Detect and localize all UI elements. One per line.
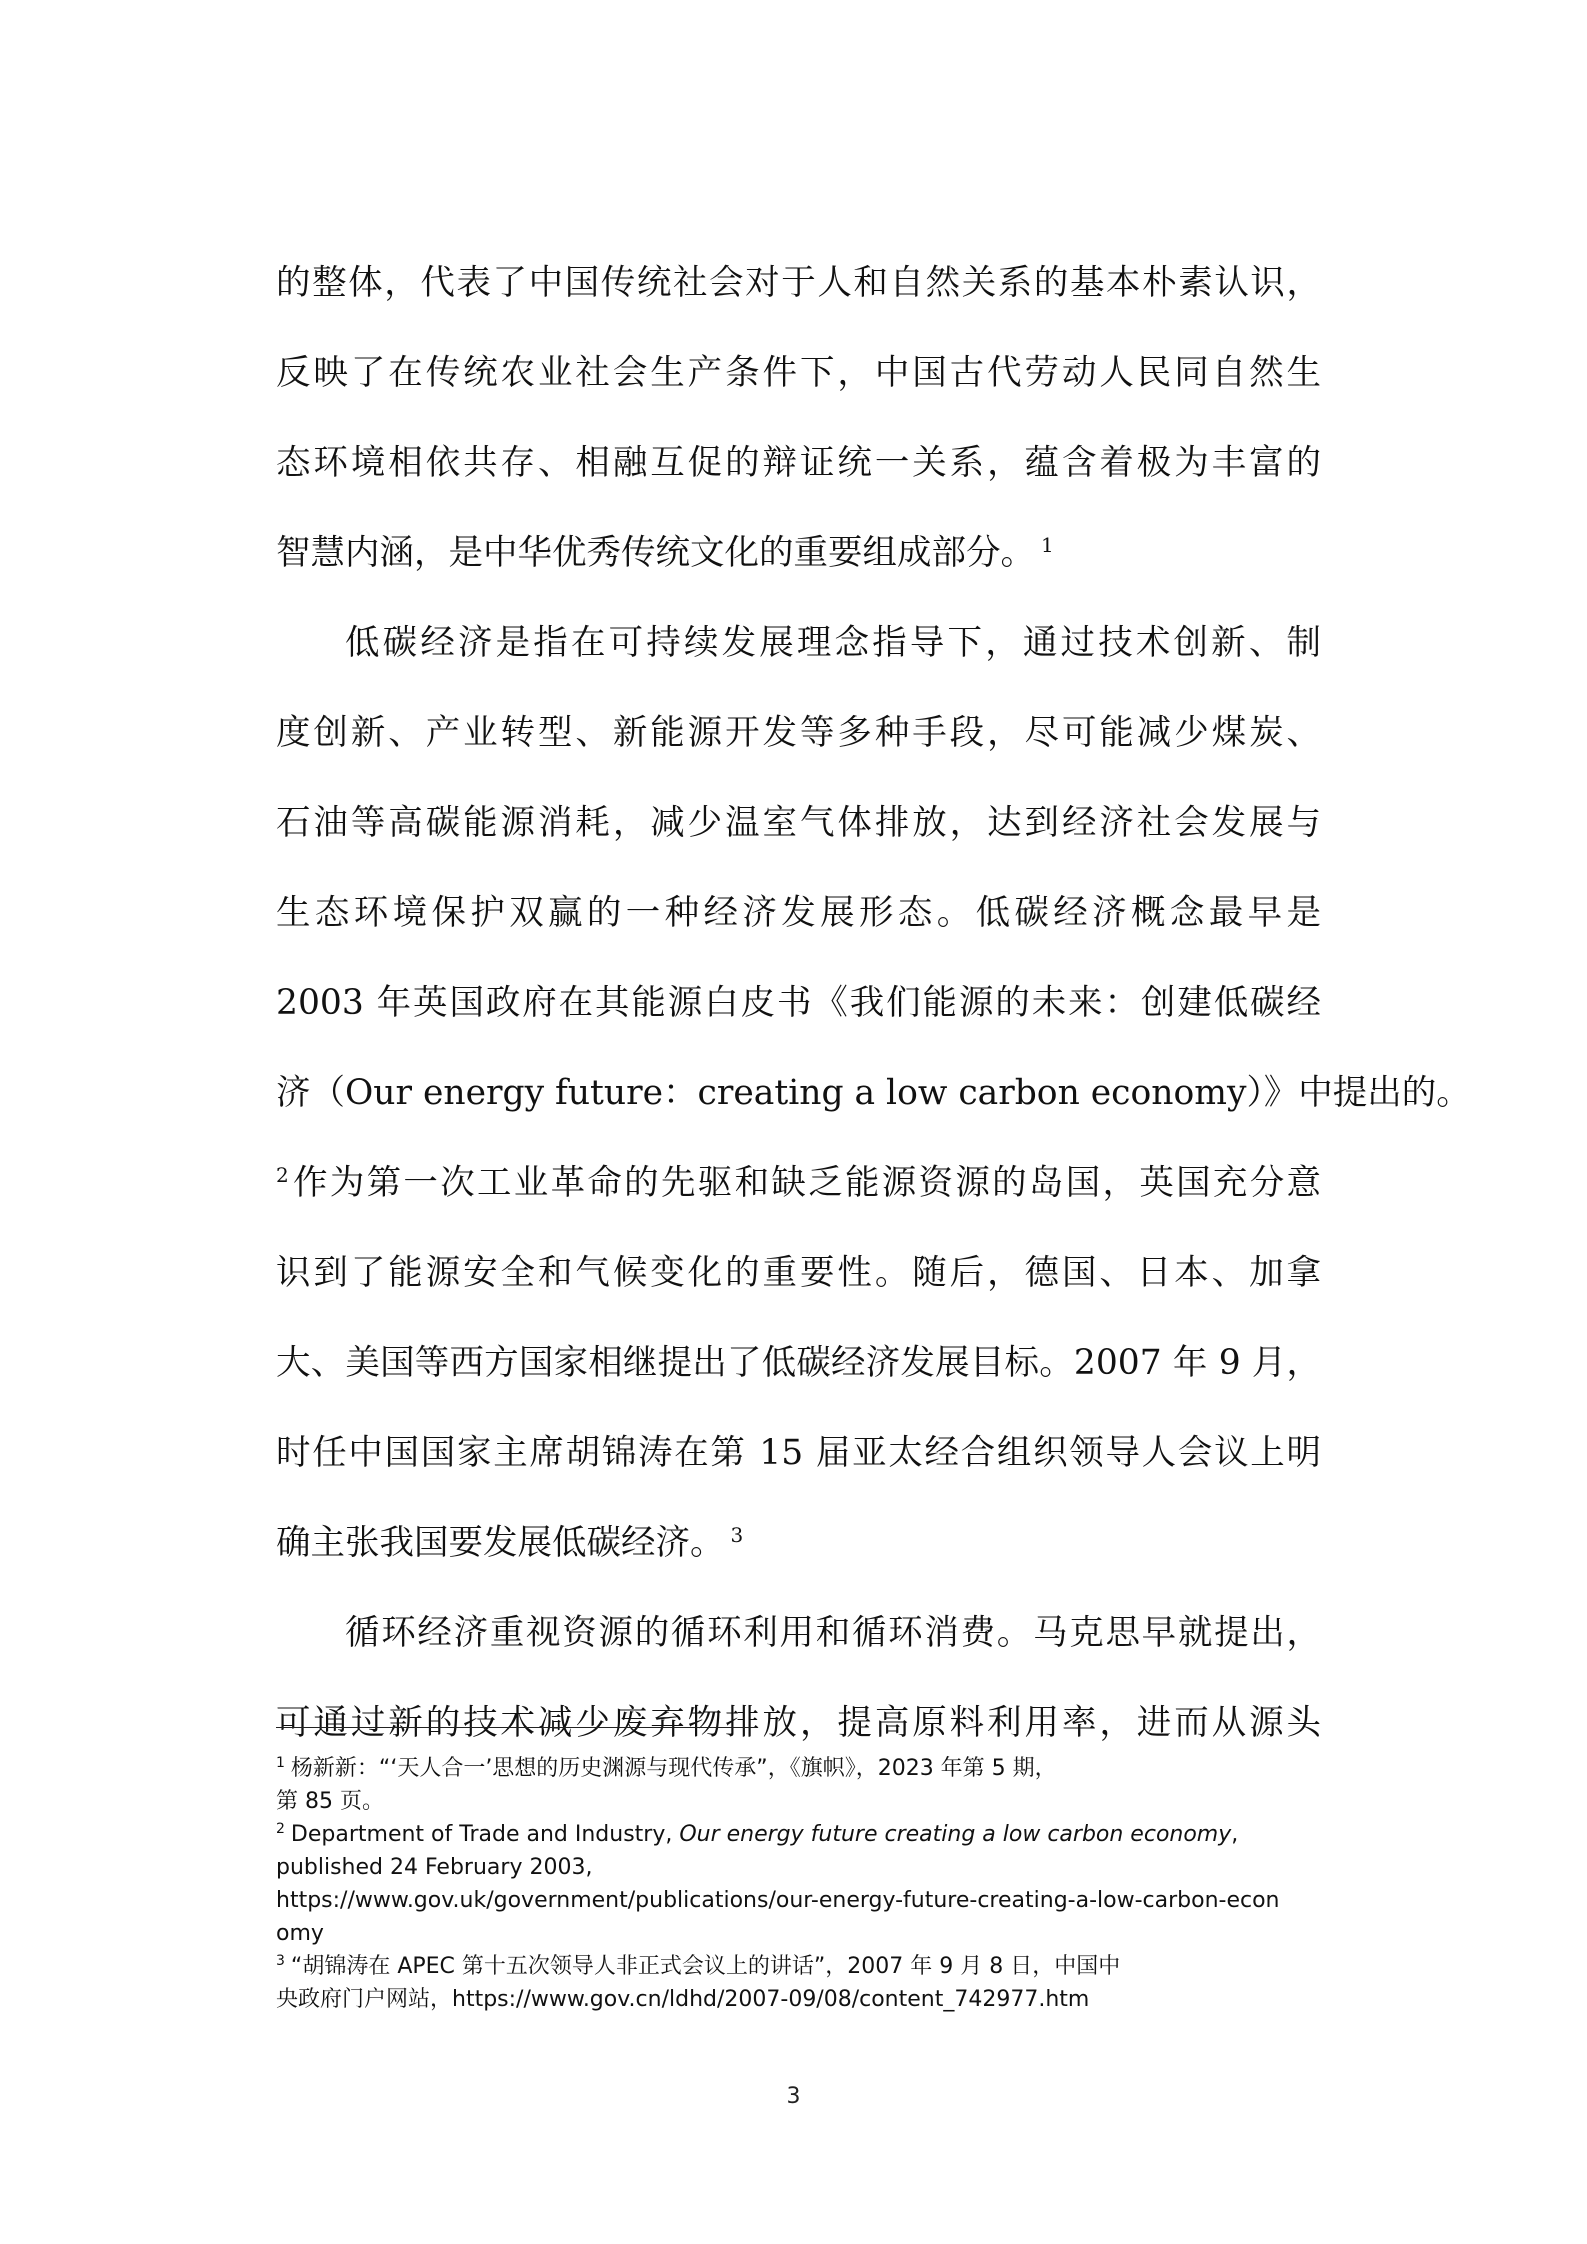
text-line: 生态环境保护双赢的一种经济发展形态。低碳经济概念最早是 [276, 893, 1321, 933]
page-number: 3 [786, 2084, 801, 2109]
text-line: 的整体，代表了中国传统社会对于人和自然关系的基本朴素认识， [276, 263, 1321, 303]
footnote-link[interactable]: omy [276, 1921, 324, 1946]
footnote-link[interactable]: 央政府门户网站，https://www.gov.cn/ldhd/2007-09/08/content_742977.htm [276, 1987, 1090, 2012]
text-line: 循环经济重视资源的循环利用和循环消费。马克思早就提出， [345, 1613, 1321, 1653]
text-line: 时任中国国家主席胡锦涛在第 15 届亚太经合组织领导人会议上明 [276, 1433, 1321, 1473]
footnote-1 [276, 1752, 1321, 1818]
footnote-text: 杨新新：“‘天人合一’思想的历史渊源与现代传承”，《旗帜》，2023 年第 5 期， [290, 1756, 1057, 1781]
footnote-line [276, 1950, 1321, 1983]
footnote-title: Our energy future creating a low carbon economy [679, 1822, 1232, 1847]
footnote-line: published 24 February 2003, [276, 1855, 593, 1880]
footnote-number: 2 [276, 1820, 285, 1837]
footnote-ref-3[interactable]: 3 [730, 1522, 744, 1547]
footnote-text: , [1231, 1822, 1239, 1847]
paragraph-2 [276, 598, 1471, 1588]
text-line [276, 1138, 1321, 1228]
footnotes [276, 1752, 1321, 2016]
paragraph-1 [276, 238, 1321, 598]
text-line: 大、美国等西方国家相继提出了低碳经济发展目标。2007 年 9 月， [276, 1343, 1321, 1383]
footnote-line: 第 85 页。 [276, 1789, 384, 1814]
footnote-2 [276, 1818, 1321, 1950]
footnote-separator [276, 1727, 756, 1728]
footnote-line [276, 1752, 1321, 1785]
footnote-number: 3 [276, 1952, 285, 1969]
text-line: 态环境相依共存、相融互促的辩证统一关系，蕴含着极为丰富的 [276, 443, 1321, 483]
text-line: 可通过新的技术减少废弃物排放，提高原料利用率，进而从源头 [276, 1703, 1321, 1743]
text-line: 济（Our energy future：creating a low carbon economy）》中提出的。 [276, 1073, 1471, 1113]
text-line-content: 作为第一次工业革命的先驱和缺乏能源资源的岛国，英国充分意 [290, 1163, 1321, 1203]
footnote-text: “胡锦涛在 APEC 第十五次领导人非正式会议上的讲话”，2007 年 9 月 8 日，中国中 [290, 1954, 1121, 1979]
footnote-link[interactable]: https://www.gov.uk/government/publications/our-energy-future-creating-a-low-carbon-econ [276, 1888, 1280, 1913]
text-line [276, 508, 1321, 598]
paragraph-3 [276, 1588, 1321, 1768]
body-text [276, 238, 1471, 1768]
text-line: 低碳经济是指在可持续发展理念指导下，通过技术创新、制 [345, 623, 1321, 663]
text-line: 2003 年英国政府在其能源白皮书《我们能源的未来：创建低碳经 [276, 983, 1321, 1023]
footnote-line [276, 1818, 1321, 1851]
footnote-3 [276, 1950, 1321, 2016]
footnote-text: Department of Trade and Industry, [290, 1822, 680, 1847]
text-line: 度创新、产业转型、新能源开发等多种手段，尽可能减少煤炭、 [276, 713, 1321, 753]
footnote-ref-1[interactable]: 1 [1041, 532, 1054, 557]
text-line: 反映了在传统农业社会生产条件下，中国古代劳动人民同自然生 [276, 353, 1321, 393]
text-line: 识到了能源安全和气候变化的重要性。随后，德国、日本、加拿 [276, 1253, 1321, 1293]
text-line: 石油等高碳能源消耗，减少温室气体排放，达到经济社会发展与 [276, 803, 1321, 843]
footnote-number: 1 [276, 1754, 285, 1771]
text-line-content: 确主张我国要发展低碳经济。 [276, 1523, 725, 1563]
footnote-ref-2[interactable]: 2 [276, 1162, 289, 1187]
text-line [276, 1498, 1321, 1588]
text-line-content: 智慧内涵，是中华优秀传统文化的重要组成部分。 [276, 533, 1035, 573]
